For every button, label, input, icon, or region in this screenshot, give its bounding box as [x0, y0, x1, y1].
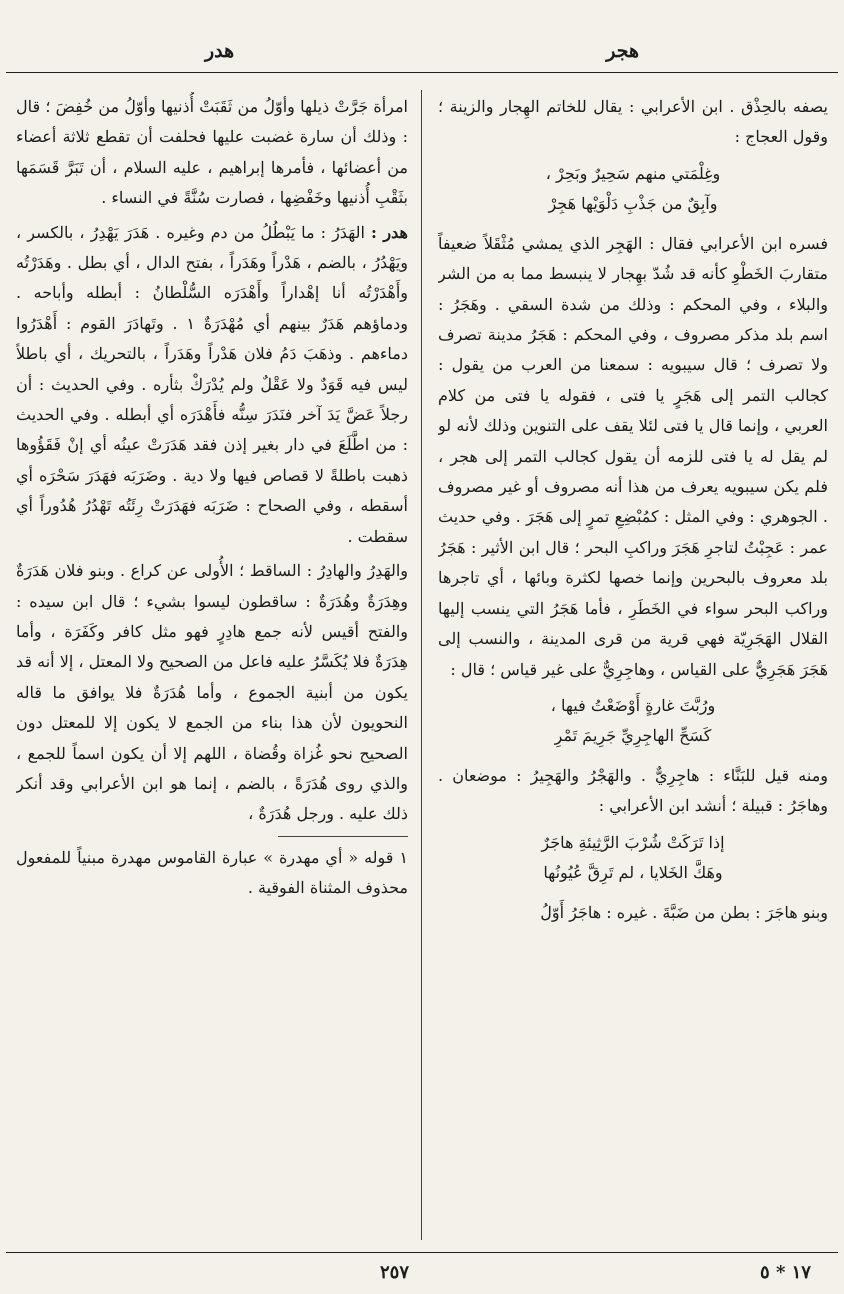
- verse: [438, 828, 828, 888]
- footnote: ١ قوله « أي مهدرة » عبارة القاموس مهدرة مبنياً للمفعول محذوف المثناة الفوقية .: [16, 847, 408, 898]
- entry-text: الهَدَرُ : ما يَبْطُلُ من دم وغيره . هَدَرَ يَهْدِرُ ، بالكسر ، ويَهْدُرُ ، بالضم ، هَدْراً وهَدَراً ، بفتح الدال ، أي بطل . وهَدَرْتُه وأَهْدَرْتُه أنا إهْداراً وأَهْدَرَه السُّلْطانُ : أبطله وأباحه . ودماؤهم هَدَرٌ بينهم أي مُهْدَرَةٌ ١ . وتَهادَرَ القوم : أَهْدَرُوا دماءهم . وذهَبَ دَمُ فلان هَدْراً وهَدَراً ، بالتحريك ، أي باطلاً ليس فيه قَوَدٌ ولا عَقْلٌ ولم يُدْرَكْ بثأره . وفي الحديث : أن رجلاً عَضَّ يَدَ آخر فنَدَرَ سِنُّه فأَهْدَرَه أي أبطله . وفي الحديث : من اطَّلَعَ في دار بغير إذن فقد هَدَرَتْ عينُه أي إنْ فَقَؤُوها ذهبت باطلةً لا قصاص فيها ولا دية . وضَرَبَه فهَدَرَ سَحْرَه أي أسقطه ، وفي الصحاح : ضَرَبَه فهَدَرَتْ رِئَتُه تَهْدُرُ هُدُوراً أي سقطت .: [16, 222, 408, 546]
- footer-rule: [6, 1252, 838, 1253]
- verse-line: كَسَحِّ الهاجِرِيِّ جَرِيمَ تَمْرِ: [554, 725, 712, 745]
- signature-mark: ١٧ * ٥: [760, 1262, 811, 1283]
- paragraph: وبنو هاجَرَ : بطن من ضَبَّةَ . غيره : هاجَرُ أَوّلُ: [540, 902, 828, 922]
- running-head-left: هدر: [205, 40, 235, 62]
- paragraph: [16, 218, 408, 552]
- header-rule: [6, 72, 838, 73]
- footnote-rule: [278, 836, 408, 837]
- paragraph: والهَدِرُ والهادِرُ : الساقط ؛ الأُولى عن كراع . وبنو فلان هَدَرَةٌ وهِدَرَةٌ وهُدَرَةٌ : ساقطون ليسوا بشيء ؛ قال ابن سيده : والفتح أقيس لأنه جمع هادِرٍ فهو مثل كافر وكَفَرَة ، وأما هِدَرَةٌ فلا يُكَسَّرُ عليه فاعل من الصحيح ولا المعتل ، إلا أنه قد يكون من أبنية الجموع ، وأما هُدَرَةٌ فلا يوافق ما قاله النحويون لأن هذا بناء من الجمع لا يكون إلا للمعتل دون الصحيح نحو غُزاة وقُضاة ، اللهم إلا أن يكون اسماً للجمع ، والذي روى هُدَرَةً ، بالضم ، إنما هو ابن الأعرابي وقد أنكر ذلك عليه . ورجل هُدَرَةٌ ،: [16, 561, 408, 824]
- paragraph: امرأة جَرَّتْ ذيلها وأوّلُ من ثَقَبَتْ أُذنيها وأوّلُ من خُفِضَ ؛ قال : وذلك أن سارة غضبت عليها فحلفت أن تقطع ثلاثة أعضاء من أعضائها ، فأمرها إبراهيم ، عليه السلام ، أن تَبَرَّ قَسَمَها بثَقْبِ أُذنيها وخَفْضِها ، فصارت سُنَّةً في النساء .: [16, 97, 408, 208]
- verse: [438, 159, 828, 219]
- verse-line: وآبِقٌ من جَذْبِ دَلْوَيْها هَجِرْ: [548, 193, 718, 213]
- entry-headword: هدر :: [370, 222, 408, 242]
- verse-line: وغِلْمَتي منهم سَحِيرٌ وبَحِرْ ،: [545, 163, 721, 183]
- paragraph: ومنه قيل للبَنَّاء : هاجِرِيٌّ . والهَجْرُ والهَجِيرُ : موضعان . وهاجَرُ : قبيلة ؛ أنشد ابن الأعرابي :: [438, 765, 828, 816]
- page-number: ٢٥٧: [380, 1262, 410, 1283]
- right-column: [438, 92, 828, 1242]
- left-column: [16, 92, 408, 1242]
- verse-line: ورُبَّتَ غارةٍ أَوْضَعْتُ فيها ،: [550, 695, 716, 715]
- verse-line: وهَكَّ الخَلايا ، لم تَرِقَّ عُيُونُها: [543, 862, 723, 882]
- paragraph: يصفه بالحِذْق . ابن الأعرابي : يقال للخاتم الهِجار والزينة ؛ وقول العجاج :: [438, 97, 828, 147]
- running-head-right: هجر: [606, 40, 639, 62]
- verse: [438, 691, 828, 751]
- column-separator: [421, 90, 422, 1240]
- paragraph: فسره ابن الأعرابي فقال : الهَجِر الذي يمشي مُثْقَلاً ضعيفاً متقاربَ الخَطْوِ كأنه قد شُدّ بهِجار لا ينبسط مما به من الشر والبلاء ، وفي المحكم : وذلك من شدة السقي . وهَجَرُ : اسم بلد مذكر مصروف ، وفي المحكم : هَجَرُ مدينة تصرف ولا تصرف ؛ قال سيبويه : سمعنا من العرب من يقول : كجالب التمر إلى هَجَرٍ يا فتى ، فقوله يا فتى من كلام العربي ، وإنما قال يا فتى لئلا يقف على التنوين وذلك لأنه لو لم يقل له يا فتى للزمه أن يقول كجالب التمر إلى هجر ، فلم يكن سيبويه يعرف من هذا أنه مصروف أو غير مصروف . الجوهري : وفي المثل : كمُبْضِعِ تمرٍ إلى هَجَرَ . وفي حديث عمر : عَجِبْتُ لتاجرِ هَجَرَ وراكبِ البحر ؛ قال ابن الأثير : هَجَرُ بلد معروف بالبحرين وإنما خصها لكثرة وبائها ، أي تاجرها وراكب البحر سواء في الخَطَرِ ، فأما هَجَرُ التي ينسب إليها القلال الهَجَرِيّة فهي قرية من قرى المدينة ، والنسب إلى هَجَرَ هَجَرِيٌّ على القياس ، وهاجِرِيٌّ على غير قياس ؛ قال :: [438, 233, 828, 679]
- verse-line: إذا تَرَكَتْ شُرْبَ الرَّثِيئةِ هاجَرٌ: [541, 832, 725, 852]
